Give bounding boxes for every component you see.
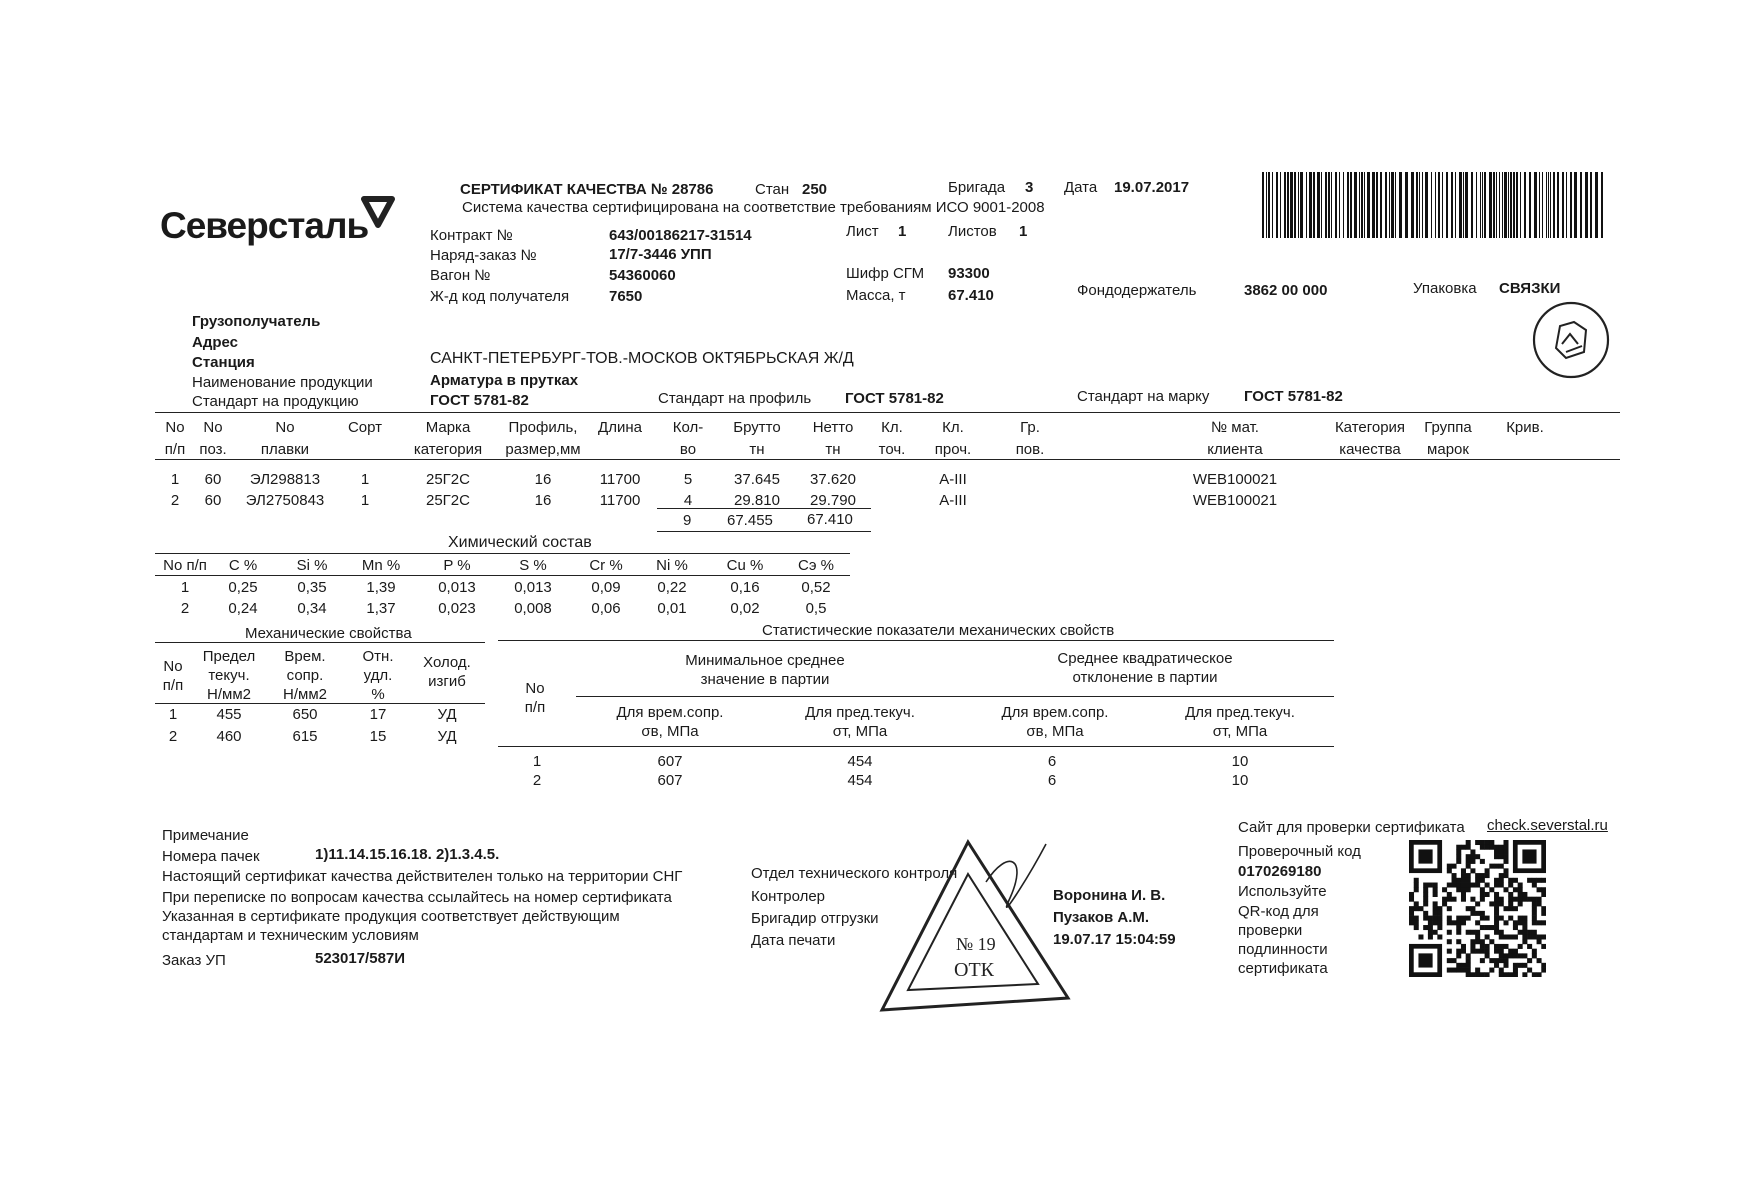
qr-text-5: сертификата xyxy=(1238,960,1328,977)
mech-cell-r1-c5: УД xyxy=(437,706,457,723)
main-header-4: Сорт xyxy=(347,419,383,436)
chem-header-7: Cr % xyxy=(589,557,623,574)
main-cell-r1-c12: A-III xyxy=(939,471,967,488)
mech-cell-r2-c1: 2 xyxy=(168,728,178,745)
chem-cell-r2-c2: 0,24 xyxy=(228,600,258,617)
main-header-2: No xyxy=(203,419,223,436)
wagon-value: 54360060 xyxy=(609,267,676,284)
mech-header-4: Отн. удл. % xyxy=(362,648,394,703)
main-header-6: Профиль, xyxy=(508,419,578,436)
chem-cell-r2-c9: 0,02 xyxy=(730,600,760,617)
foreman-label: Бригадир отгрузки xyxy=(751,910,879,927)
certificate-title: СЕРТИФИКАТ КАЧЕСТВА № 28786 xyxy=(460,181,714,198)
main-header-14: № мат. xyxy=(1211,419,1259,436)
mech-header-2: Предел текуч. Н/мм2 xyxy=(202,648,256,703)
main-cell-r2-c3: ЭЛ2750843 xyxy=(245,492,325,509)
sheets-value: 1 xyxy=(1019,223,1028,240)
main-cell-r2-c8: 4 xyxy=(683,492,693,509)
main-header-17: Крив. xyxy=(1506,419,1544,436)
order-label: Наряд-заказ № xyxy=(430,247,537,264)
main-header-16-sub: марок xyxy=(1427,441,1469,458)
conformity-text-2: стандартам и техническим условиям xyxy=(162,927,419,944)
total-brutto: 67.455 xyxy=(727,512,773,529)
mech-header-5: Холод. изгиб xyxy=(423,654,471,690)
station-label: Станция xyxy=(192,354,255,371)
site-link[interactable]: check.severstal.ru xyxy=(1487,817,1608,834)
main-header-16: Группа xyxy=(1424,419,1472,436)
order-up-label: Заказ УП xyxy=(162,952,226,969)
main-header-13-sub: пов. xyxy=(1015,441,1045,458)
verify-code: 0170269180 xyxy=(1238,863,1322,880)
mech-cell-r1-c1: 1 xyxy=(168,706,178,723)
stat-cell-r2-c2: 607 xyxy=(657,772,683,789)
stat-no-header: No п/п xyxy=(524,680,546,716)
main-header-1: No xyxy=(165,419,185,436)
main-cell-r2-c12: A-III xyxy=(939,492,967,509)
pack-label: Упаковка xyxy=(1413,280,1477,297)
std-profile-label: Стандарт на профиль xyxy=(658,390,812,407)
product-value: Арматура в прутках xyxy=(430,372,579,389)
main-header-5: Марка xyxy=(425,419,471,436)
stamp-number: № 19 xyxy=(956,934,996,954)
main-header-5-sub: категория xyxy=(413,441,483,458)
chem-header-8: Ni % xyxy=(656,557,688,574)
controller-label: Контролер xyxy=(751,888,826,905)
std-profile-value: ГОСТ 5781-82 xyxy=(845,390,944,407)
stat-group-min: Минимальное среднее значение в партии xyxy=(685,652,845,688)
packs-value: 1)11.14.15.16.18. 2)1.3.4.5. xyxy=(315,846,500,863)
main-cell-r1-c6: 16 xyxy=(534,471,552,488)
round-stamp-icon xyxy=(1530,300,1612,380)
main-header-11: Кл. xyxy=(881,419,903,436)
chem-header-1: No п/п xyxy=(163,557,207,574)
stat-subheader-3: Для врем.сопр. σв, МПа xyxy=(1001,704,1109,740)
chem-cell-r1-c3: 0,35 xyxy=(297,579,327,596)
contract-value: 643/00186217-31514 xyxy=(609,227,752,244)
chem-header-6: S % xyxy=(519,557,547,574)
main-cell-r1-c5: 25Г2С xyxy=(426,471,470,488)
contract-label: Контракт № xyxy=(430,227,513,244)
chem-header-4: Mn % xyxy=(361,557,401,574)
chem-header-3: Si % xyxy=(296,557,328,574)
stat-subheader-1: Для врем.сопр. σв, МПа xyxy=(616,704,724,740)
rail-code-value: 7650 xyxy=(609,288,643,305)
main-cell-r2-c10: 29.790 xyxy=(810,492,856,509)
std-product-value: ГОСТ 5781-82 xyxy=(430,392,529,409)
total-count: 9 xyxy=(683,512,692,529)
chem-cell-r2-c10: 0,5 xyxy=(805,600,827,617)
main-header-8: Кол- xyxy=(672,419,704,436)
stan-value: 250 xyxy=(802,181,828,198)
main-cell-r2-c4: 1 xyxy=(360,492,370,509)
main-header-7: Длина xyxy=(598,419,642,436)
main-header-10: Нетто xyxy=(812,419,854,436)
brigada-value: 3 xyxy=(1025,179,1034,196)
chem-header-9: Cu % xyxy=(726,557,764,574)
stat-subheader-4: Для пред.текуч. σт, МПа xyxy=(1185,704,1295,740)
stat-cell-r2-c5: 10 xyxy=(1231,772,1249,789)
chem-header-2: C % xyxy=(228,557,258,574)
chem-cell-r2-c3: 0,34 xyxy=(297,600,327,617)
address-label: Адрес xyxy=(192,334,239,351)
packs-label: Номера пачек xyxy=(162,848,260,865)
rail-code-label: Ж-д код получателя xyxy=(430,288,570,305)
verify-label: Проверочный код xyxy=(1238,843,1361,860)
std-product-label: Стандарт на продукцию xyxy=(192,393,359,410)
chem-cell-r1-c9: 0,16 xyxy=(730,579,760,596)
date-value: 19.07.2017 xyxy=(1114,179,1190,196)
main-cell-r2-c6: 16 xyxy=(534,492,552,509)
stat-cell-r2-c3: 454 xyxy=(847,772,873,789)
qr-text-3: проверки xyxy=(1238,922,1303,939)
site-label: Сайт для проверки сертификата xyxy=(1238,819,1465,836)
main-header-14-sub: клиента xyxy=(1207,441,1263,458)
main-cell-r2-c1: 2 xyxy=(170,492,180,509)
stamp-otk: ОТК xyxy=(954,959,994,981)
stat-cell-r2-c4: 6 xyxy=(1047,772,1057,789)
stat-title: Статистические показатели механических свойств xyxy=(762,622,1115,639)
correspondence-text: При переписке по вопросам качества ссылайтесь на номер сертификата xyxy=(162,889,672,906)
qr-text-1: Используйте xyxy=(1238,883,1327,900)
stat-cell-r1-c1: 1 xyxy=(532,753,542,770)
main-header-3-sub: плавки xyxy=(260,441,310,458)
main-cell-r2-c14: WEB100021 xyxy=(1192,492,1278,509)
conformity-text-1: Указанная в сертификате продукция соответствует действующим xyxy=(162,908,620,925)
main-header-9: Брутто xyxy=(733,419,781,436)
main-header-1-sub: п/п xyxy=(164,441,186,458)
main-header-12-sub: проч. xyxy=(934,441,972,458)
main-header-15: Категория xyxy=(1334,419,1406,436)
main-header-3: No xyxy=(275,419,295,436)
chem-cell-r2-c1: 2 xyxy=(180,600,190,617)
stat-group-dev: Среднее квадратическое отклонение в партии xyxy=(1057,650,1233,686)
chem-cell-r2-c5: 0,023 xyxy=(438,600,476,617)
chem-cell-r1-c1: 1 xyxy=(180,579,190,596)
mass-label: Масса, т xyxy=(846,287,906,304)
chem-cell-r2-c4: 1,37 xyxy=(366,600,396,617)
main-header-15-sub: качества xyxy=(1339,441,1401,458)
chem-cell-r1-c6: 0,013 xyxy=(514,579,552,596)
chem-cell-r1-c10: 0,52 xyxy=(801,579,831,596)
qr-text-2: QR-код для xyxy=(1238,903,1319,920)
mech-cell-r2-c5: УД xyxy=(437,728,457,745)
std-grade-label: Стандарт на марку xyxy=(1077,388,1210,405)
chem-cell-r2-c6: 0,008 xyxy=(514,600,552,617)
stan-label: Стан xyxy=(755,181,790,198)
stat-cell-r1-c4: 6 xyxy=(1047,753,1057,770)
print-date-label: Дата печати xyxy=(751,932,836,949)
main-header-13: Гр. xyxy=(1020,419,1040,436)
main-cell-r1-c9: 37.645 xyxy=(734,471,780,488)
mech-cell-r2-c3: 615 xyxy=(292,728,318,745)
main-header-11-sub: точ. xyxy=(878,441,906,458)
chem-cell-r2-c7: 0,06 xyxy=(591,600,621,617)
mass-value: 67.410 xyxy=(948,287,994,304)
mech-cell-r1-c2: 455 xyxy=(216,706,242,723)
main-cell-r1-c10: 37.620 xyxy=(810,471,856,488)
mech-cell-r1-c4: 17 xyxy=(369,706,387,723)
brigada-label: Бригада xyxy=(948,179,1006,196)
iso-line: Система качества сертифицирована на соответствие требованиям ИСО 9001-2008 xyxy=(462,199,1045,216)
main-cell-r1-c14: WEB100021 xyxy=(1192,471,1278,488)
main-cell-r1-c1: 1 xyxy=(170,471,180,488)
fund-label: Фондодержатель xyxy=(1077,282,1197,299)
mech-cell-r1-c3: 650 xyxy=(292,706,318,723)
otk-label: Отдел технического контроля xyxy=(751,865,958,882)
main-header-8-sub: во xyxy=(679,441,697,458)
total-netto: 67.410 xyxy=(807,511,853,528)
stat-cell-r2-c1: 2 xyxy=(532,772,542,789)
mech-cell-r2-c4: 15 xyxy=(369,728,387,745)
main-cell-r2-c5: 25Г2С xyxy=(426,492,470,509)
main-header-6-sub: размер,мм xyxy=(505,441,581,458)
product-label: Наименование продукции xyxy=(192,374,373,391)
wagon-label: Вагон № xyxy=(430,267,491,284)
stat-cell-r1-c2: 607 xyxy=(657,753,683,770)
otk-name: Воронина И. В. xyxy=(1053,887,1166,904)
otk-stamp xyxy=(878,838,1078,1013)
cipher-value: 93300 xyxy=(948,265,990,282)
chem-cell-r2-c8: 0,01 xyxy=(657,600,687,617)
date-label: Дата xyxy=(1064,179,1098,196)
qr-code[interactable] xyxy=(1409,840,1546,977)
main-cell-r2-c7: 11700 xyxy=(599,492,641,509)
mech-header-3: Врем. сопр. Н/мм2 xyxy=(283,648,327,703)
main-cell-r1-c3: ЭЛ298813 xyxy=(249,471,321,488)
pack-value: СВЯЗКИ xyxy=(1499,280,1561,297)
severstal-logo-icon xyxy=(360,195,396,229)
foreman-name: Пузаков А.М. xyxy=(1053,909,1150,926)
fund-value: 3862 00 000 xyxy=(1244,282,1328,299)
qr-text-4: подлинности xyxy=(1238,941,1328,958)
sheet-value: 1 xyxy=(898,223,907,240)
main-cell-r1-c8: 5 xyxy=(683,471,693,488)
main-cell-r2-c9: 29.810 xyxy=(734,492,780,509)
std-grade-value: ГОСТ 5781-82 xyxy=(1244,388,1343,405)
receiver-label: Грузополучатель xyxy=(192,313,321,330)
chem-cell-r1-c8: 0,22 xyxy=(657,579,687,596)
chem-cell-r1-c7: 0,09 xyxy=(591,579,621,596)
chem-cell-r1-c2: 0,25 xyxy=(228,579,258,596)
chem-header-10: Cэ % xyxy=(798,557,834,574)
chem-header-5: P % xyxy=(443,557,471,574)
mech-cell-r2-c2: 460 xyxy=(216,728,242,745)
stat-cell-r1-c3: 454 xyxy=(847,753,873,770)
mech-header-1: No п/п xyxy=(162,658,184,694)
main-cell-r1-c4: 1 xyxy=(360,471,370,488)
station-value: САНКТ-ПЕТЕРБУРГ-ТОВ.-МОСКОВ ОКТЯБРЬСКАЯ Ж/Д xyxy=(430,350,854,367)
chem-cell-r1-c5: 0,013 xyxy=(438,579,476,596)
order-up-value: 523017/587И xyxy=(315,950,406,967)
sheets-label: Листов xyxy=(948,223,997,240)
mech-title: Механические свойства xyxy=(245,625,412,642)
main-header-9-sub: тн xyxy=(749,441,765,458)
stat-subheader-2: Для пред.текуч. σт, МПа xyxy=(805,704,915,740)
cipher-label: Шифр СГМ xyxy=(846,265,925,282)
main-header-2-sub: поз. xyxy=(199,441,227,458)
stat-cell-r1-c5: 10 xyxy=(1231,753,1249,770)
main-header-10-sub: тн xyxy=(825,441,841,458)
chem-title: Химический состав xyxy=(448,534,592,551)
print-date-value: 19.07.17 15:04:59 xyxy=(1053,931,1176,948)
main-header-12: Кл. xyxy=(942,419,964,436)
severstal-logo: Северсталь xyxy=(160,205,369,246)
note-label: Примечание xyxy=(162,827,249,844)
barcode xyxy=(1262,172,1606,240)
main-cell-r1-c2: 60 xyxy=(204,471,222,488)
chem-cell-r1-c4: 1,39 xyxy=(366,579,396,596)
validity-text: Настоящий сертификат качества действителен только на территории СНГ xyxy=(162,868,683,885)
order-value: 17/7-3446 УПП xyxy=(609,246,712,263)
sheet-label: Лист xyxy=(846,223,879,240)
main-cell-r2-c2: 60 xyxy=(204,492,222,509)
main-cell-r1-c7: 11700 xyxy=(599,471,641,488)
